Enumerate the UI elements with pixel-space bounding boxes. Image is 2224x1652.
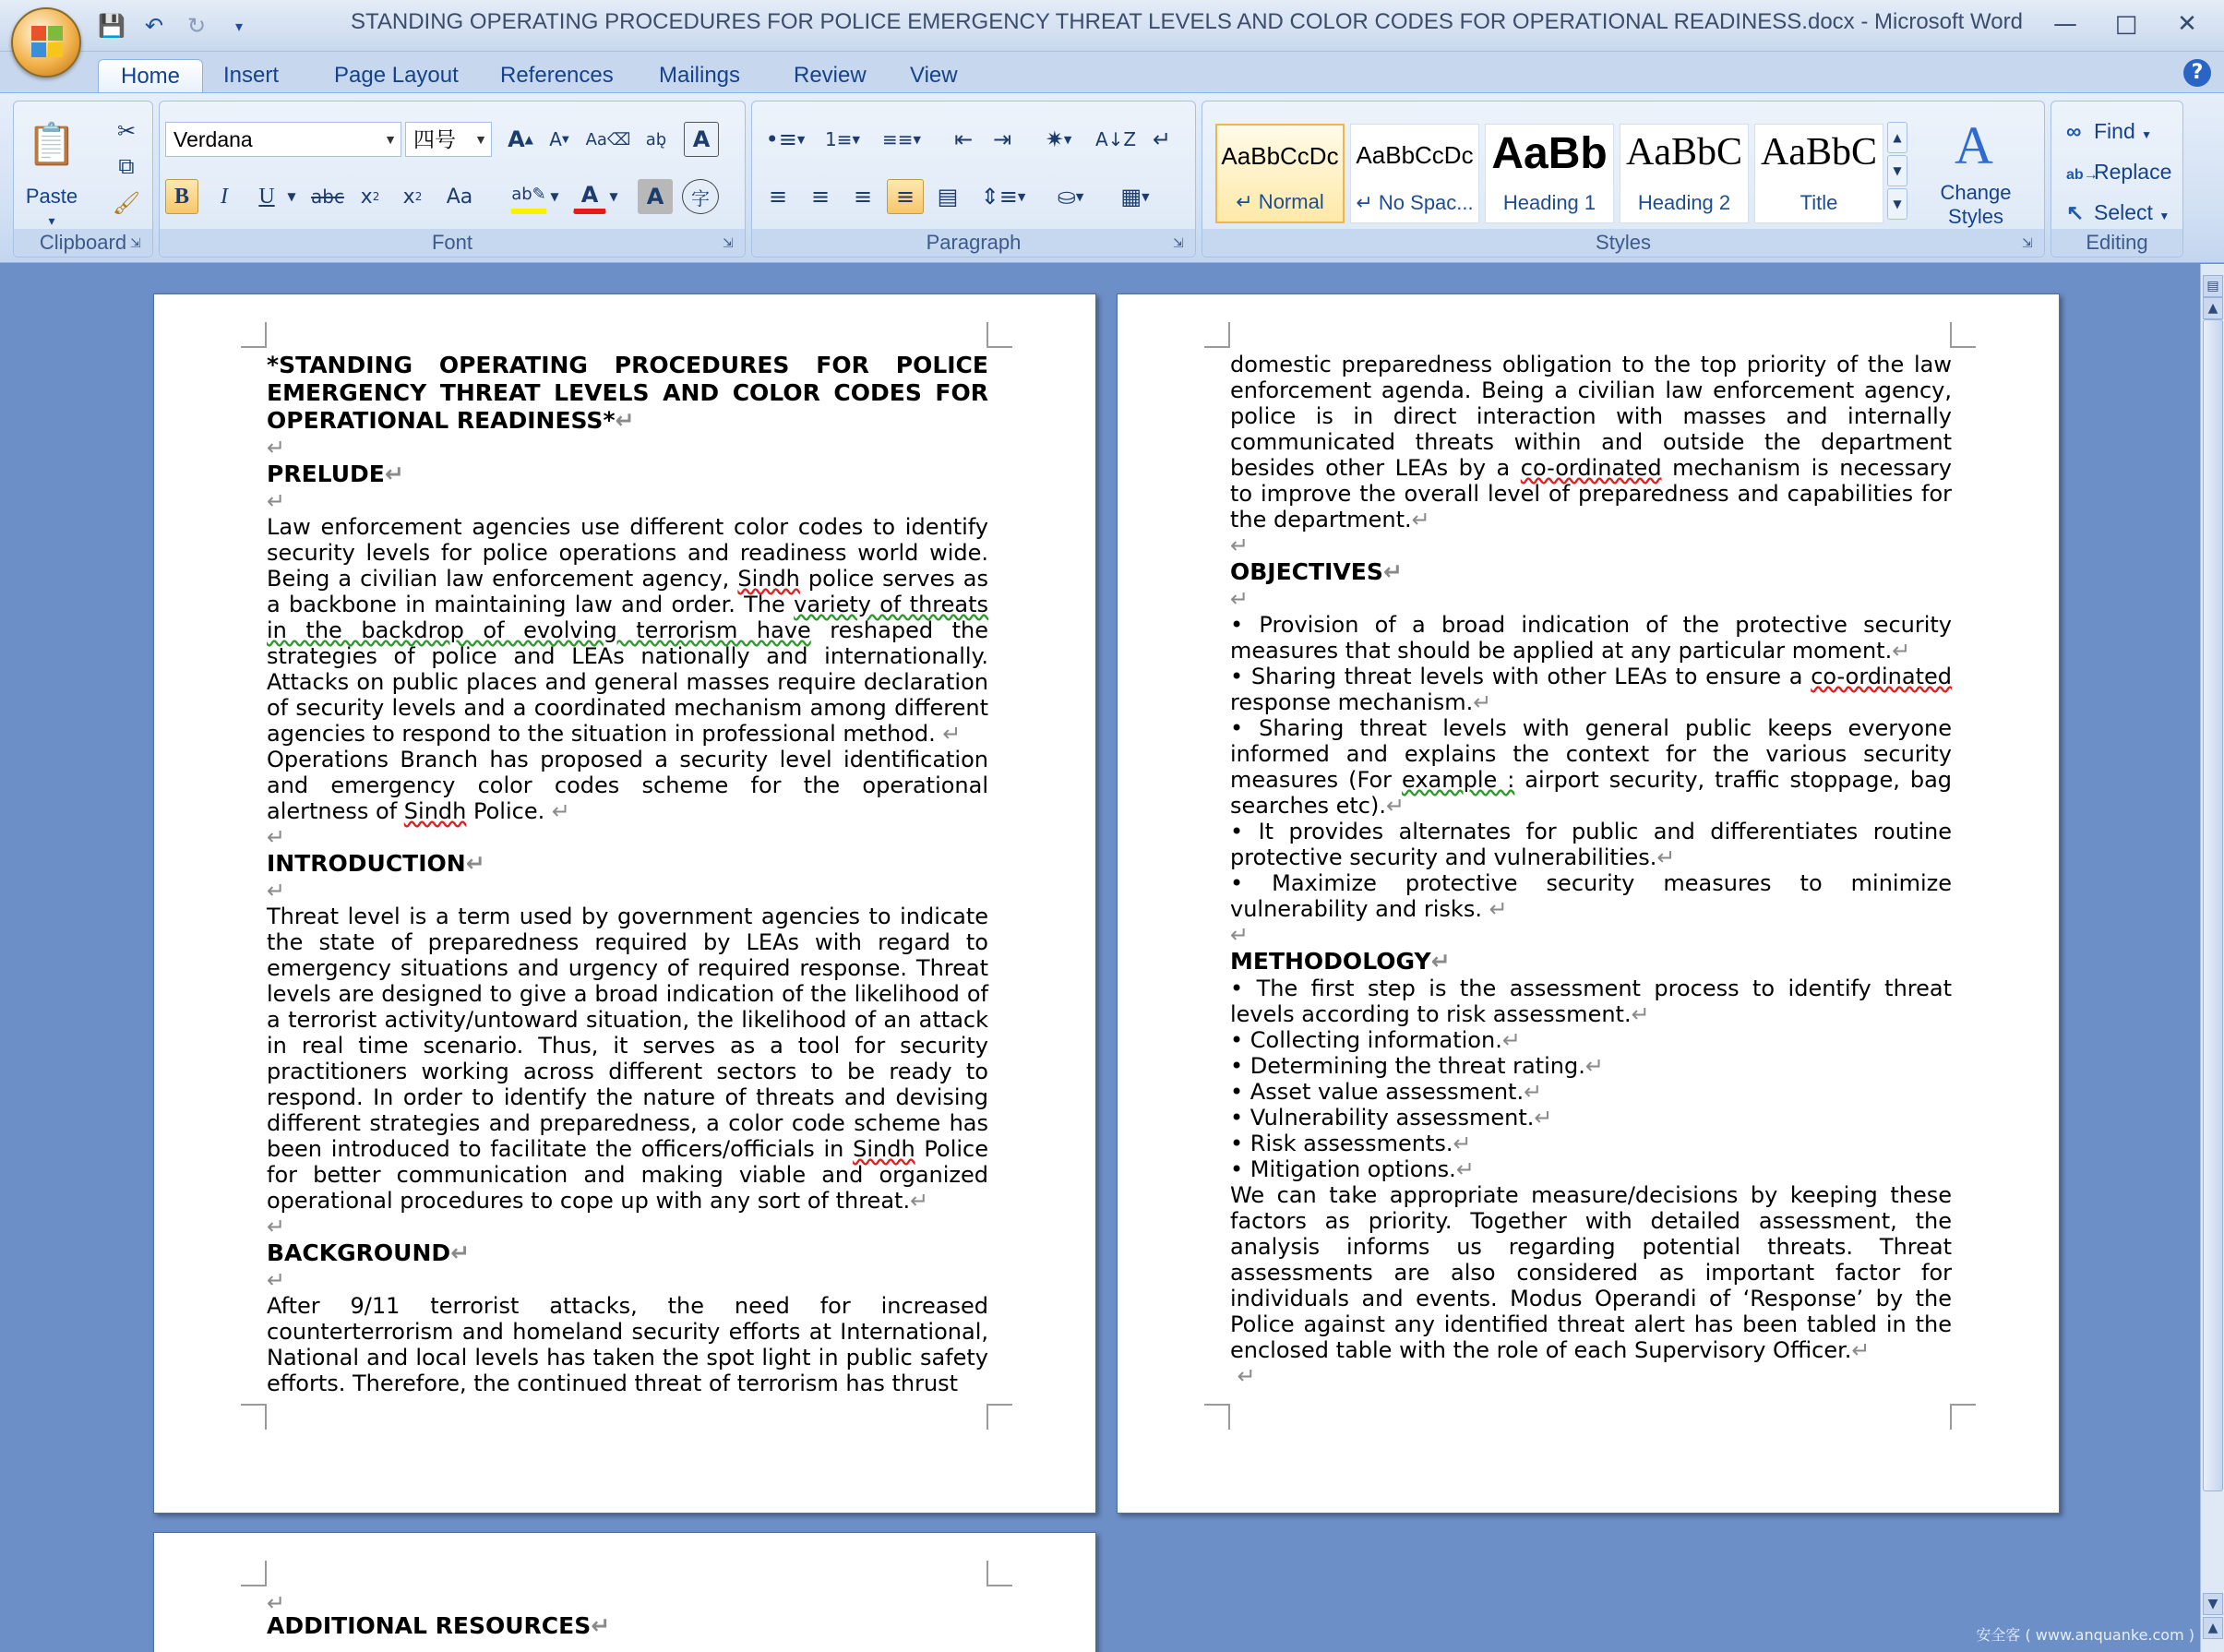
select-button[interactable] xyxy=(2066,196,2170,229)
empty-paragraph xyxy=(1230,586,1952,612)
style-sample: AaBbC xyxy=(1761,131,1877,174)
paragraph-mark: ↵ xyxy=(1237,1363,1256,1389)
paste-dropdown-icon[interactable]: ▾ xyxy=(48,213,55,228)
style-name: ↵ Normal xyxy=(1236,190,1324,213)
font-family-select[interactable] xyxy=(165,122,401,157)
style-sample: AaBbC xyxy=(1626,131,1742,174)
paragraph-mark: ↵ xyxy=(1489,896,1508,922)
align-center-icon[interactable]: ≡ xyxy=(810,184,831,209)
chevron-down-icon: ▼ xyxy=(474,132,487,147)
distributed-icon[interactable]: ▤ xyxy=(937,184,959,209)
show-hide-marks-icon[interactable]: ↵ xyxy=(1152,126,1172,152)
styles-more-icon[interactable]: ▼ xyxy=(1887,188,1907,220)
methodology-item xyxy=(1230,1156,1952,1182)
decrease-indent-icon[interactable]: ⇤ xyxy=(953,126,974,152)
paragraph-mark: ↵ xyxy=(1534,1105,1553,1131)
office-button[interactable] xyxy=(11,7,81,78)
font-color-icon[interactable]: A xyxy=(573,179,606,214)
highlight-dropdown-icon[interactable]: ▼ xyxy=(550,190,559,203)
paragraph-mark: ↵ xyxy=(942,721,962,747)
tab-page-layout[interactable]: Page Layout xyxy=(334,63,459,88)
document-area xyxy=(0,264,2200,1652)
style-name: Title xyxy=(1800,191,1838,214)
paragraph-mark: ↵ xyxy=(267,878,286,904)
tab-mailings[interactable]: Mailings xyxy=(659,63,741,88)
empty-paragraph xyxy=(267,1214,988,1239)
methodology-item xyxy=(1230,976,1952,1027)
empty-paragraph xyxy=(1230,533,1952,558)
paragraph-mark: ↵ xyxy=(615,407,635,434)
text-run: • Provision of a broad indication of the protective security measures that should be applied at any particular moment. xyxy=(1230,612,1952,664)
text-run: domestic preparedness obligation to the top priority of the law enforcement agenda. Being a civilian law enforcement agency, police is in direct interaction with masses and internally communicated threats within and outside the department besides other LEAs by a xyxy=(1230,352,1952,481)
font-size-value: 四号 xyxy=(413,127,456,151)
text-run: Police. xyxy=(466,798,545,824)
paragraph-mark: ↵ xyxy=(450,1239,471,1266)
paragraph-mark: ↵ xyxy=(551,798,570,824)
empty-paragraph xyxy=(1230,922,1952,948)
replace-label: Replace xyxy=(2094,160,2172,184)
paragraph-mark: ↵ xyxy=(267,1214,286,1239)
bullets-icon[interactable]: •≡ ▼ xyxy=(765,126,806,152)
styles-group-label: Styles xyxy=(1202,229,2044,257)
numbering-icon[interactable]: 1≡ ▼ xyxy=(825,128,860,150)
subscript-icon[interactable]: x 2 xyxy=(360,185,380,209)
crop-mark xyxy=(241,1561,267,1586)
objective-item xyxy=(1230,819,1952,870)
chevron-down-icon: ▼ xyxy=(384,132,397,147)
paragraph-mark: ↵ xyxy=(1501,1027,1521,1053)
scroll-up-icon[interactable]: ▲ xyxy=(2203,297,2223,319)
methodology-item xyxy=(1230,1027,1952,1053)
replace-icon: ab→ xyxy=(2066,167,2098,183)
empty-paragraph xyxy=(267,1267,988,1293)
font-group xyxy=(159,101,746,257)
style-name: Heading 1 xyxy=(1502,191,1596,214)
window-controls xyxy=(2038,6,2215,42)
bold-button[interactable]: B xyxy=(165,179,198,214)
paragraph-mark: ↵ xyxy=(1892,638,1911,664)
paragraph-mark: ↵ xyxy=(267,1590,286,1616)
crop-mark xyxy=(986,1404,1012,1430)
empty-paragraph xyxy=(1230,1363,1952,1389)
methodology-heading: METHODOLOGY xyxy=(1230,948,1431,975)
paragraph-group-label: Paragraph xyxy=(752,229,1195,257)
cursor-arrow-icon: ↖ xyxy=(2066,200,2085,224)
tab-references[interactable]: References xyxy=(500,63,614,88)
paragraph-mark: ↵ xyxy=(465,850,485,877)
text-run: • Sharing threat levels with general public keeps everyone informed and explains the context for the various security measures (For xyxy=(1230,715,1952,793)
align-left-icon[interactable]: ≡ xyxy=(768,184,788,209)
closing-paragraph xyxy=(1230,1182,1952,1363)
styles-scroll-down-icon[interactable]: ▼ xyxy=(1887,155,1907,186)
paragraph-mark: ↵ xyxy=(267,824,286,850)
superscript-icon[interactable]: x 2 xyxy=(402,185,423,209)
sort-icon[interactable]: A↓Z xyxy=(1094,128,1137,150)
ruler-toggle-icon[interactable]: ▤ xyxy=(2203,275,2223,297)
justify-icon[interactable]: ≡ xyxy=(887,179,924,214)
vertical-scrollbar[interactable] xyxy=(2200,264,2224,1652)
strikethrough-button[interactable]: abc xyxy=(311,186,344,208)
change-case-button[interactable]: Aa xyxy=(446,185,473,209)
paragraph-mark: ↵ xyxy=(1230,586,1250,612)
tab-review[interactable]: Review xyxy=(794,63,867,88)
help-icon[interactable]: ? xyxy=(2183,59,2211,87)
character-shading-icon[interactable]: A xyxy=(638,179,673,214)
paragraph-mark: ↵ xyxy=(1385,793,1405,819)
font-color-dropdown-icon[interactable]: ▼ xyxy=(609,190,618,203)
paragraph-mark: ↵ xyxy=(267,488,286,514)
text-run: • Collecting information. xyxy=(1230,1027,1502,1053)
page-1-text[interactable] xyxy=(267,352,988,1396)
styles-scroll-up-icon[interactable]: ▲ xyxy=(1887,122,1907,153)
style-sample: AaBbCcDc xyxy=(1221,142,1339,170)
paste-label[interactable]: Paste xyxy=(25,185,78,208)
page-3 xyxy=(153,1532,1096,1652)
line-spacing-icon[interactable]: ⇕≡ ▼ xyxy=(980,184,1026,209)
character-border-icon[interactable]: A xyxy=(684,122,719,157)
introduction-heading: INTRODUCTION xyxy=(267,850,466,877)
text-run: police serves as a backbone in maintaining law and order. The xyxy=(267,566,989,617)
chevron-down-icon: ▼ xyxy=(2158,209,2170,222)
text-run: • It provides alternates for public and differentiates routine protective security and vulnerabilities. xyxy=(1230,819,1952,870)
text-run: • Mitigation options. xyxy=(1230,1156,1456,1182)
paragraph-mark: ↵ xyxy=(1584,1053,1604,1079)
clipboard-launcher-icon[interactable]: ⇲ xyxy=(130,236,141,251)
style-heading-2[interactable] xyxy=(1620,124,1749,223)
font-family-value: Verdana xyxy=(173,127,253,151)
crop-mark xyxy=(241,1404,267,1430)
style-name: Heading 2 xyxy=(1637,191,1731,214)
styles-group xyxy=(1202,101,2045,257)
change-styles-icon[interactable]: A xyxy=(1955,114,1993,175)
cut-icon[interactable]: ✂ xyxy=(116,118,137,144)
background-paragraph: After 9/11 terrorist attacks, the need for increased counterterrorism and homeland security efforts at International, National and local levels has taken the spot light in public safety efforts. Therefore, the continued threat of terrorism has thrust xyxy=(267,1293,988,1396)
underline-button[interactable]: U xyxy=(258,184,275,209)
window-title: STANDING OPERATING PROCEDURES FOR POLICE EMERGENCY THREAT LEVELS AND COLOR CODES FOR OPERATIONAL READINESS.docx - Microsoft Word xyxy=(351,9,2023,34)
spelling-error: Sindh xyxy=(403,798,467,824)
empty-paragraph xyxy=(267,824,988,850)
objective-item xyxy=(1230,870,1952,922)
paragraph-mark: ↵ xyxy=(1473,689,1492,715)
customize-qat-icon[interactable]: ▾ xyxy=(234,17,244,35)
spelling-error: co-ordinated xyxy=(1811,664,1952,689)
text-run: mechanism is necessary to improve the overall level of preparedness and capabilities for the department. xyxy=(1230,455,1952,533)
paragraph-mark: ↵ xyxy=(1455,1156,1475,1182)
crop-mark xyxy=(241,322,267,348)
previous-page-icon[interactable]: ▲ xyxy=(2203,1617,2223,1639)
format-painter-icon[interactable]: 🖌 xyxy=(112,190,141,216)
paragraph-mark: ↵ xyxy=(1631,1001,1650,1027)
paragraph-mark: ↵ xyxy=(1382,558,1403,585)
paragraph-mark: ↵ xyxy=(267,1267,286,1293)
text-run: Police for better communication and making viable and organized operational procedures to cope up with any sort of threat. xyxy=(267,1136,988,1214)
paragraph-mark: ↵ xyxy=(591,1612,611,1639)
close-icon[interactable]: ✕ xyxy=(2177,10,2197,38)
paragraph-mark: ↵ xyxy=(1430,948,1451,975)
empty-paragraph xyxy=(267,435,988,461)
scroll-down-icon[interactable]: ▼ xyxy=(2203,1593,2223,1615)
clear-formatting-icon[interactable]: Aa⌫ xyxy=(585,129,631,150)
styles-launcher-icon[interactable]: ⇲ xyxy=(2022,236,2033,251)
spelling-error: Sindh xyxy=(853,1136,915,1162)
text-run: Law enforcement agencies use different color codes to identify security levels for police operations and readiness world wide. Being a civilian law enforcement agency, xyxy=(267,514,988,592)
crop-mark xyxy=(1204,1404,1230,1430)
crop-mark xyxy=(1950,1404,1976,1430)
grammar-error: variety of threats in the backdrop of evolving terrorism have xyxy=(267,592,989,643)
font-size-select[interactable] xyxy=(405,122,492,157)
crop-mark xyxy=(986,322,1012,348)
page-2 xyxy=(1117,293,2060,1514)
additional-resources-heading: ADDITIONAL RESOURCES xyxy=(267,1612,592,1639)
paragraph-group xyxy=(751,101,1196,257)
objectives-heading: OBJECTIVES xyxy=(1230,558,1383,585)
scroll-thumb[interactable] xyxy=(2203,319,2223,1491)
empty-paragraph xyxy=(267,1590,988,1616)
style-heading-1[interactable] xyxy=(1485,124,1614,223)
style-normal[interactable] xyxy=(1215,124,1345,223)
objective-item xyxy=(1230,715,1952,819)
font-group-label: Font xyxy=(160,229,745,257)
borders-icon[interactable]: ▦ ▼ xyxy=(1120,184,1150,209)
office-logo-icon xyxy=(31,26,65,59)
prelude-paragraph-2 xyxy=(267,747,988,824)
grammar-error: example : xyxy=(1401,767,1515,793)
binoculars-icon: ∞ xyxy=(2066,119,2082,143)
paragraph-mark: ↵ xyxy=(1230,533,1250,558)
paragraph-mark: ↵ xyxy=(1411,507,1430,533)
phonetic-guide-icon[interactable]: ab̨ xyxy=(645,129,667,150)
text-run: • Sharing threat levels with other LEAs to ensure a xyxy=(1230,664,1811,689)
highlight-color-icon[interactable]: ab✎ xyxy=(510,179,547,214)
spelling-error: co-ordinated xyxy=(1520,455,1662,481)
document-title: *STANDING OPERATING PROCEDURES FOR POLICE EMERGENCY THREAT LEVELS AND COLOR CODES FOR OPERATIONAL READINESS* xyxy=(267,352,988,434)
methodology-item xyxy=(1230,1131,1952,1156)
paragraph-mark: ↵ xyxy=(1851,1337,1871,1363)
text-run: • Vulnerability assessment. xyxy=(1230,1105,1535,1131)
save-icon[interactable]: 💾 xyxy=(98,13,126,39)
find-button[interactable] xyxy=(2066,114,2152,148)
prelude-heading: PRELUDE xyxy=(267,461,385,487)
crop-mark xyxy=(986,1561,1012,1586)
font-launcher-icon[interactable]: ⇲ xyxy=(723,236,734,251)
continuation-paragraph xyxy=(1230,352,1952,533)
methodology-item xyxy=(1230,1079,1952,1105)
paragraph-mark: ↵ xyxy=(1230,922,1250,948)
text-run: Threat level is a term used by government agencies to indicate the state of preparedness required by LEAs with regard to emergency situations and urgency of required response. Threat levels are designed to give a broad indication of the likelihood of a terrorist activity/untoward situation, the likelihood of an attack in real time scenario. Thus, it serves as a tool for security practitioners working across different sectors to be ready to respond. In order to identify the nature of threats and devising different strategies and preparedness, a color code scheme has been introduced to facilitate the officers/officials in xyxy=(267,904,988,1162)
style-title[interactable] xyxy=(1754,124,1883,223)
text-run: response mechanism. xyxy=(1230,689,1474,715)
style-name: ↵ No Spac... xyxy=(1356,191,1474,214)
copy-icon[interactable]: ⧉ xyxy=(118,153,135,179)
italic-button[interactable]: I xyxy=(221,184,228,209)
empty-paragraph xyxy=(267,878,988,904)
paragraph-mark: ↵ xyxy=(1656,844,1676,870)
paragraph-mark: ↵ xyxy=(267,435,286,461)
page-1 xyxy=(153,293,1096,1514)
clipboard-group xyxy=(13,101,153,257)
text-run: Operations Branch has proposed a security level identification and emergency color codes scheme for the operational alertness of xyxy=(267,747,988,824)
chevron-down-icon: ▼ xyxy=(2141,128,2153,141)
chinese-layout-icon[interactable]: ✷ ▼ xyxy=(1045,126,1072,152)
prelude-paragraph-1 xyxy=(267,514,988,747)
increase-indent-icon[interactable]: ⇥ xyxy=(992,126,1012,152)
crop-mark xyxy=(1204,322,1230,348)
editing-group xyxy=(2051,101,2183,257)
paragraph-mark: ↵ xyxy=(1524,1079,1543,1105)
underline-dropdown-icon[interactable]: ▼ xyxy=(287,190,296,203)
tab-insert[interactable]: Insert xyxy=(223,63,280,88)
objective-item xyxy=(1230,664,1952,715)
watermark: 安全客 ( www.anquanke.com ) xyxy=(1976,1626,2194,1644)
paragraph-mark: ↵ xyxy=(384,461,404,487)
maximize-icon[interactable]: □ xyxy=(2114,10,2138,38)
page-2-text[interactable] xyxy=(1230,352,1952,1389)
objective-item xyxy=(1230,612,1952,664)
spelling-error: Sindh xyxy=(737,566,800,592)
multilevel-list-icon[interactable]: ≡≡ ▼ xyxy=(882,128,921,150)
shading-icon[interactable]: ⛀ ▼ xyxy=(1057,184,1084,209)
ribbon xyxy=(0,92,2224,263)
text-run: • The first step is the assessment process to identify threat levels according to risk assessment. xyxy=(1230,976,1952,1027)
style-sample: AaBbCcDc xyxy=(1356,141,1474,169)
methodology-item xyxy=(1230,1105,1952,1131)
text-run: • Risk assessments. xyxy=(1230,1131,1453,1156)
undo-icon[interactable]: ↶ xyxy=(144,13,164,39)
paste-icon[interactable]: 📋 xyxy=(26,121,78,168)
style-sample: AaBb xyxy=(1491,129,1608,178)
change-styles-label[interactable]: Change Styles xyxy=(1940,181,2012,228)
crop-mark xyxy=(1950,322,1976,348)
text-run: • Maximize protective security measures to minimize vulnerability and risks. xyxy=(1230,870,1952,922)
select-label: Select xyxy=(2094,200,2153,224)
text-run: reshaped the strategies of police and LEAs nationally and internationally. Attacks on public places and general masses require declaration of security levels and a coordinated mechanism among different agencies to respond to the situation in professional method. xyxy=(267,617,988,747)
title-bar xyxy=(0,0,2224,52)
clipboard-group-label: Clipboard xyxy=(14,229,152,257)
text-run: airport security, traffic stoppage, bag searches etc). xyxy=(1230,767,1953,819)
introduction-paragraph xyxy=(267,904,988,1214)
enclose-characters-icon[interactable]: 字 xyxy=(682,179,719,214)
text-run: • Determining the threat rating. xyxy=(1230,1053,1585,1079)
style-no-spacing[interactable] xyxy=(1350,124,1479,223)
empty-paragraph xyxy=(267,488,988,514)
editing-group-label: Editing xyxy=(2051,229,2182,257)
redo-icon[interactable]: ↻ xyxy=(186,13,207,39)
paragraph-mark: ↵ xyxy=(910,1188,929,1214)
text-run: We can take appropriate measure/decisions by keeping these factors as priority. Together with detailed assessment, the analysis informs us regarding potential threats. Threat assessments are also considered as important factor for individuals and events. Modus Operandi of ‘Response’ by the Police against any identified threat alert has been tabled in the enclosed table with the role of each Supervisory Officer. xyxy=(1230,1182,1952,1363)
shrink-font-icon[interactable]: A ▼ xyxy=(549,128,569,150)
grow-font-icon[interactable]: A ▲ xyxy=(508,126,533,152)
tab-view[interactable]: View xyxy=(910,63,958,88)
page-3-text[interactable] xyxy=(267,1590,988,1640)
text-run: • Asset value assessment. xyxy=(1230,1079,1525,1105)
find-label: Find xyxy=(2094,119,2135,143)
quick-access-toolbar xyxy=(92,9,258,42)
background-heading: BACKGROUND xyxy=(267,1239,451,1266)
align-right-icon[interactable]: ≡ xyxy=(853,184,873,209)
paragraph-mark: ↵ xyxy=(1453,1131,1472,1156)
paragraph-launcher-icon[interactable]: ⇲ xyxy=(1173,236,1184,251)
tab-home[interactable]: Home xyxy=(98,59,203,94)
ribbon-tabs xyxy=(0,52,2224,94)
minimize-icon[interactable]: — xyxy=(2053,10,2077,38)
methodology-item xyxy=(1230,1053,1952,1079)
replace-button[interactable] xyxy=(2066,155,2171,188)
